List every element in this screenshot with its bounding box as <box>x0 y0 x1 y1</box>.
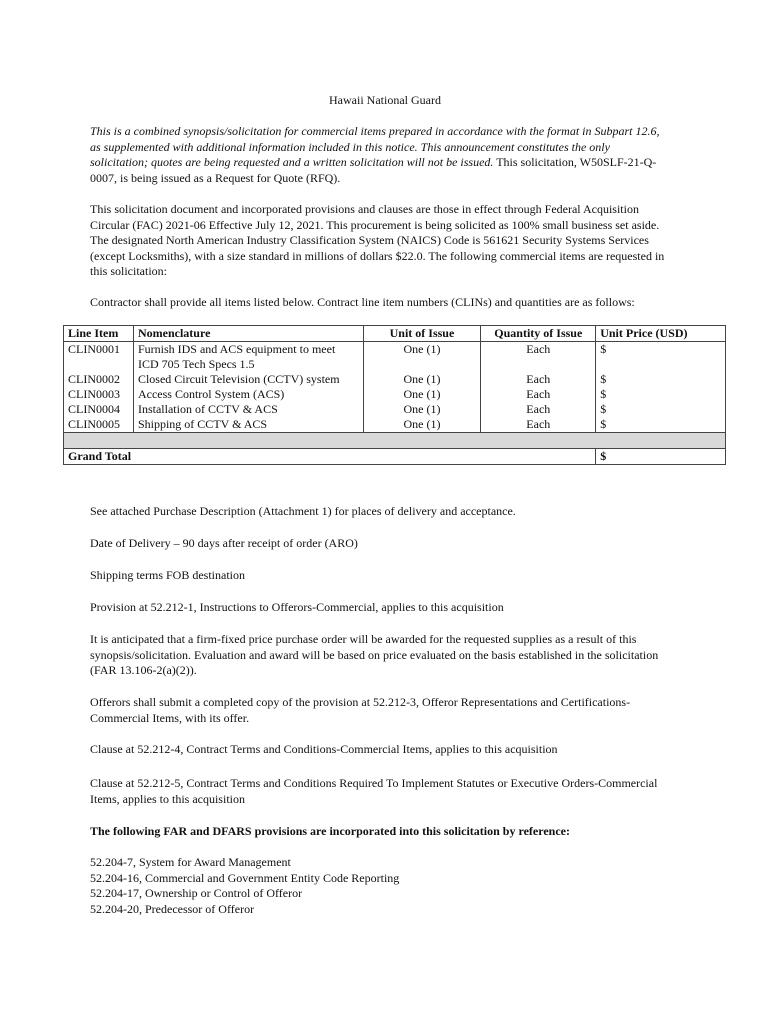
cell-unit-of-issue: One (1) <box>363 402 481 417</box>
table-row <box>64 387 726 402</box>
cell-quantity: Each <box>481 387 596 402</box>
table-row <box>64 342 726 373</box>
grand-total-label: Grand Total <box>64 449 596 465</box>
cell-unit-price: $ <box>596 342 726 373</box>
header-unit-price: Unit Price (USD) <box>596 326 726 342</box>
list-item: 52.204-16, Commercial and Government Entity Code Reporting <box>90 870 400 885</box>
cell-line-item: CLIN0001 <box>64 342 134 373</box>
contractor-line: Contractor shall provide all items listed below. Contract line item numbers (CLINs) and quantities are as follows: <box>90 295 635 309</box>
header-nomenclature: Nomenclature <box>133 326 363 342</box>
table-header-row <box>64 326 726 342</box>
cell-quantity: Each <box>481 342 596 373</box>
clause-5-paragraph: Clause at 52.212-5, Contract Terms and Conditions Required To Implement Statutes or Executive Orders-Commercial Items, applies to this acquisition <box>90 776 658 806</box>
intro-paragraph <box>90 124 670 186</box>
cell-nomenclature: Furnish IDS and ACS equipment to meet ICD 705 Tech Specs 1.5 <box>133 342 363 373</box>
list-item: 52.204-7, System for Award Management <box>90 855 291 869</box>
grand-total-value: $ <box>596 449 726 465</box>
delivery-paragraph: Date of Delivery – 90 days after receipt of order (ARO) <box>90 536 358 550</box>
spacer-cell <box>64 433 726 449</box>
shipping-paragraph: Shipping terms FOB destination <box>90 568 246 582</box>
cell-nomenclature: Closed Circuit Television (CCTV) system <box>133 372 363 387</box>
grand-total-row <box>64 449 726 465</box>
cell-line-item: CLIN0002 <box>64 372 134 387</box>
purchase-description-paragraph: See attached Purchase Description (Attachment 1) for places of delivery and acceptance. <box>90 504 516 518</box>
table-row <box>64 372 726 387</box>
intro-plain-text: This solicitation, W50SLF-21-Q-0007, is being issued as a Request for Quote (RFQ). <box>90 155 657 185</box>
cell-line-item: CLIN0005 <box>64 417 134 433</box>
cell-quantity: Each <box>481 417 596 433</box>
provision-1-paragraph: Provision at 52.212-1, Instructions to Offerors-Commercial, applies to this acquisition <box>90 600 504 614</box>
far-paragraph: This solicitation document and incorporated provisions and clauses are those in effect through Federal Acquisition Circular (FAC) 2021-06 Effective July 12, 2021. This procurement is being solicited as 100% small business set aside. The designated North American Industry Classification System (NAICS) Code is 561621 Security Systems Services (except Locksmiths), with a size standard in millions of dollars $22.0. The following commercial items are requested in this solicitation: <box>90 202 665 278</box>
award-paragraph: It is anticipated that a firm-fixed price purchase order will be awarded for the requested supplies as a result of this synopsis/solicitation. Evaluation and award will be based on price evaluated on the basis established in the solicitation (FAR 13.106-2(a)(2)). <box>90 632 659 677</box>
header-line-item: Line Item <box>64 326 134 342</box>
list-item: 52.204-17, Ownership or Control of Offeror <box>90 886 303 900</box>
table-row <box>64 402 726 417</box>
cell-unit-of-issue: One (1) <box>363 387 481 402</box>
cell-nomenclature: Shipping of CCTV & ACS <box>133 417 363 433</box>
cell-quantity: Each <box>481 402 596 417</box>
cell-unit-price: $ <box>596 402 726 417</box>
list-item: 52.204-20, Predecessor of Offeror <box>90 901 255 916</box>
page-title: Hawaii National Guard <box>329 93 441 107</box>
table-row <box>64 417 726 433</box>
offerors-paragraph: Offerors shall submit a completed copy of the provision at 52.212-3, Offeror Representations and Certifications-Commercial Items, with its offer. <box>90 695 631 725</box>
cell-unit-price: $ <box>596 387 726 402</box>
provisions-heading: The following FAR and DFARS provisions are incorporated into this solicitation by reference: <box>90 824 570 838</box>
cell-unit-price: $ <box>596 417 726 433</box>
header-unit-of-issue: Unit of Issue <box>363 326 481 342</box>
cell-line-item: CLIN0003 <box>64 387 134 402</box>
cell-unit-of-issue: One (1) <box>363 372 481 387</box>
clause-4-paragraph: Clause at 52.212-4, Contract Terms and Conditions-Commercial Items, applies to this acquisition <box>90 742 558 756</box>
table-spacer-row <box>64 433 726 449</box>
cell-unit-price: $ <box>596 372 726 387</box>
cell-line-item: CLIN0004 <box>64 402 134 417</box>
provisions-list <box>90 855 670 917</box>
cell-unit-of-issue: One (1) <box>363 342 481 373</box>
cell-nomenclature: Installation of CCTV & ACS <box>133 402 363 417</box>
cell-unit-of-issue: One (1) <box>363 417 481 433</box>
cell-nomenclature: Access Control System (ACS) <box>133 387 363 402</box>
cell-quantity: Each <box>481 372 596 387</box>
intro-italic-text: This is a combined synopsis/solicitation for commercial items prepared in accordance with the format in Subpart 12.6, as supplemented with additional information included in this notice. This announcement constitutes the only solicitation; quotes are being requested and a written solicitation will not be issued. <box>90 124 660 169</box>
clin-table <box>63 325 726 465</box>
header-quantity: Quantity of Issue <box>481 326 596 342</box>
